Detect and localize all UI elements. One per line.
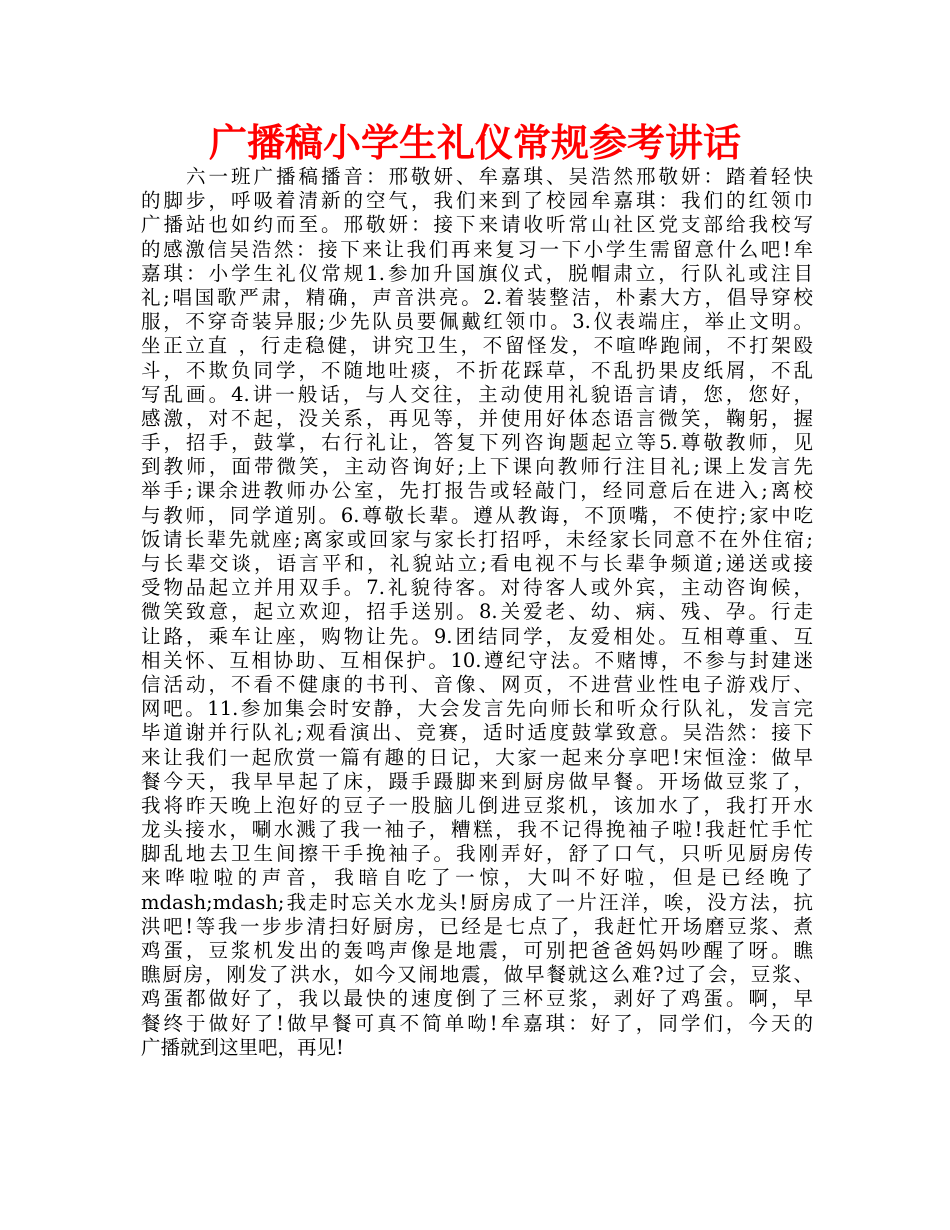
body-line: 信活动，不看不健康的书刊、音像、网页，不进营业性电子游戏厅、 bbox=[141, 672, 813, 696]
body-line: 与长辈交谈，语言平和，礼貌站立;看电视不与长辈争频道;递送或接 bbox=[141, 552, 813, 575]
body-line: 鸡蛋都做好了，我以最快的速度倒了三杯豆浆，剥好了鸡蛋。啊，早 bbox=[141, 987, 813, 1011]
body-line: 手，招手，鼓掌，右行礼让，答复下列咨询题起立等5.尊敬教师，见 bbox=[141, 431, 813, 455]
body-line: mdash;mdash;我走时忘关水龙头!厨房成了一片汪洋，唉，没方法，抗 bbox=[141, 890, 813, 914]
body-line: 饭请长辈先就座;离家或回家与家长打招呼，未经家长同意不在外住宿; bbox=[141, 527, 813, 551]
body-line: 服，不穿奇装异服;少先队员要佩戴红领巾。3.仪表端庄，举止文明。 bbox=[141, 310, 813, 334]
body-line: 与教师，同学道别。6.尊敬长辈。遵从教诲，不顶嘴，不使拧;家中吃 bbox=[141, 503, 813, 527]
body-line: 举手;课余进教师办公室，先打报告或轻敲门，经同意后在进入;离校 bbox=[141, 479, 813, 503]
body-line: 来让我们一起欣赏一篇有趣的日记，大家一起来分享吧!宋恒淦：做早 bbox=[141, 745, 813, 769]
body-line: 脚乱地去卫生间擦干手挽袖子。我刚弄好，舒了口气，只听见厨房传 bbox=[141, 842, 813, 866]
document-body bbox=[141, 165, 813, 1060]
body-line: 感激，对不起，没关系，再见等，并使用好体态语言微笑，鞠躬，握 bbox=[141, 406, 813, 430]
body-line: 餐今天，我早早起了床，蹑手蹑脚来到厨房做早餐。开场做豆浆了， bbox=[141, 769, 813, 793]
body-line: 微笑致意，起立欢迎，招手送别。8.关爱老、幼、病、残、孕。行走 bbox=[141, 600, 813, 624]
body-line: 广播站也如约而至。邢敬妍：接下来请收听常山社区党支部给我校写 bbox=[141, 213, 813, 237]
body-line: 广播就到这里吧，再见! bbox=[141, 1035, 344, 1059]
body-line: 相关怀、互相协助、互相保护。10.遵纪守法。不赌博，不参与封建迷 bbox=[141, 648, 813, 672]
body-line: 瞧厨房，刚发了洪水，如今又闹地震，做早餐就这么难?过了会，豆浆、 bbox=[141, 963, 813, 987]
body-line: 网吧。11.参加集会时安静，大会发言先向师长和听众行队礼，发言完 bbox=[141, 697, 813, 721]
body-line: 写乱画。4.讲一般话，与人交往，主动使用礼貌语言请，您，您好， bbox=[141, 382, 813, 406]
body-line: 我将昨天晚上泡好的豆子一股脑儿倒进豆浆机，该加水了，我打开水 bbox=[141, 793, 813, 817]
body-line: 洪吧!等我一步步清扫好厨房，已经是七点了，我赶忙开场磨豆浆、煮 bbox=[141, 914, 813, 938]
body-line: 让路，乘车让座，购物让先。9.团结同学，友爱相处。互相尊重、互 bbox=[141, 624, 813, 648]
body-line: 的感激信吴浩然：接下来让我们再来复习一下小学生需留意什么吧!牟 bbox=[141, 237, 813, 261]
body-line: 六一班广播稿播音：邢敬妍、牟嘉琪、吴浩然邢敬妍：踏着轻快 bbox=[141, 165, 813, 188]
body-line: 毕道谢并行队礼;观看演出、竞赛，适时适度鼓掌致意。吴浩然：接下 bbox=[141, 721, 813, 745]
body-line: 斗，不欺负同学，不随地吐痰，不折花踩草，不乱扔果皮纸屑，不乱 bbox=[141, 358, 813, 382]
body-line: 到教师，面带微笑，主动咨询好;上下课向教师行注目礼;课上发言先 bbox=[141, 455, 813, 479]
body-line: 受物品起立并用双手。7.礼貌待客。对待客人或外宾，主动咨询候， bbox=[141, 576, 813, 600]
body-line: 礼;唱国歌严肃，精确，声音洪亮。2.着装整洁，朴素大方，倡导穿校 bbox=[141, 285, 813, 309]
body-line: 餐终于做好了!做早餐可真不简单呦!牟嘉琪：好了，同学们，今天的 bbox=[141, 1011, 813, 1035]
body-line: 嘉琪：小学生礼仪常规1.参加升国旗仪式，脱帽肃立，行队礼或注目 bbox=[141, 261, 813, 285]
body-line: 鸡蛋，豆浆机发出的轰鸣声像是地震，可别把爸爸妈妈吵醒了呀。瞧 bbox=[141, 939, 813, 962]
document-title: 广播稿小学生礼仪常规参考讲话 bbox=[208, 121, 741, 165]
body-line: 来哗啦啦的声音，我暗自吃了一惊，大叫不好啦，但是已经晚了 bbox=[141, 866, 813, 890]
body-line: 的脚步，呼吸着清新的空气，我们来到了校园牟嘉琪：我们的红领巾 bbox=[141, 189, 813, 213]
body-line: 龙头接水，唰水溅了我一袖子，糟糕，我不记得挽袖子啦!我赶忙手忙 bbox=[141, 818, 813, 842]
body-line: 坐正立直 ，行走稳健，讲究卫生，不留怪发，不喧哗跑闹，不打架殴 bbox=[141, 334, 813, 358]
